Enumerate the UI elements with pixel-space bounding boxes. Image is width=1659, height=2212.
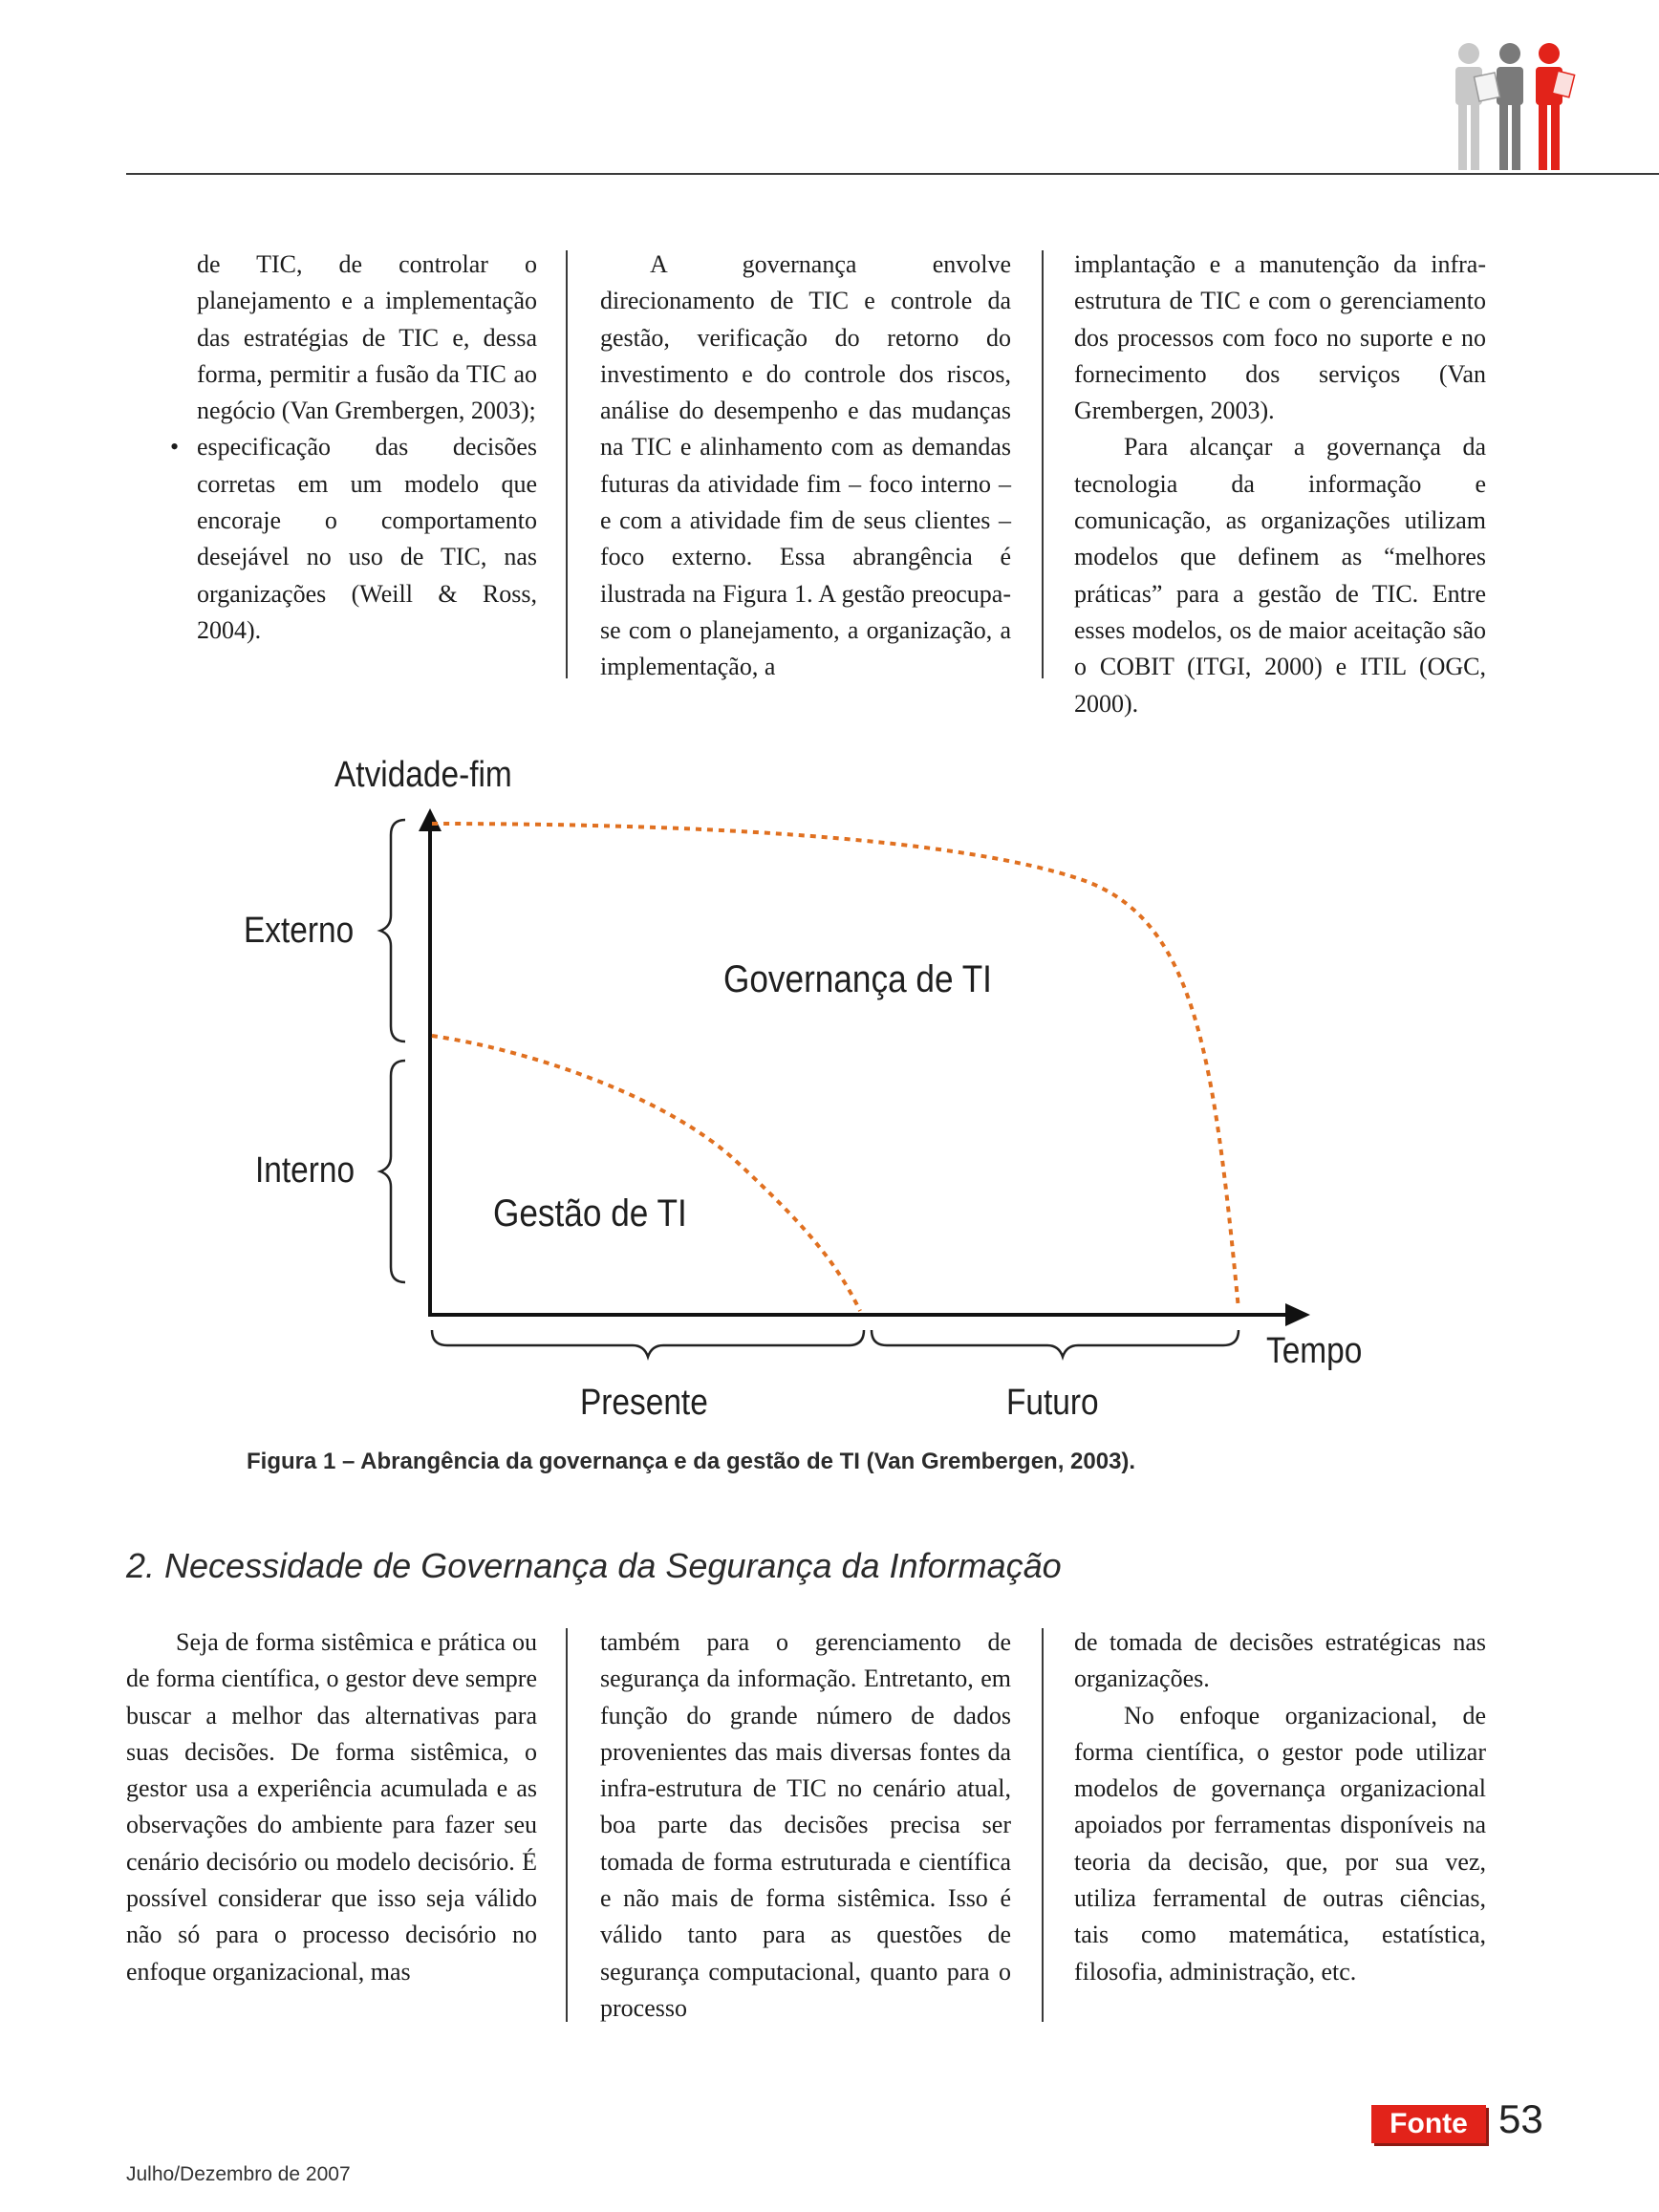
section-column-1 <box>126 1624 537 1990</box>
top-column-3 <box>1074 247 1486 722</box>
col1-text: de TIC, de controlar o planejamento e a implementação das estratégias de TIC e, dessa forma, permitir a fusão da TIC ao negócio (Van Grembergen, 2003); <box>197 250 537 425</box>
brace-externo <box>380 820 405 1042</box>
column-divider <box>1042 250 1044 678</box>
region-gestao: Gestão de TI <box>493 1191 687 1235</box>
person-grey-dark <box>1497 43 1523 170</box>
issue-date: Julho/Dezembro de 2007 <box>126 2163 351 2185</box>
x-group-futuro: Futuro <box>1006 1382 1099 1423</box>
section-title: 2. Necessidade de Governança da Segurança da Informação <box>126 1546 1062 1585</box>
y-group-interno: Interno <box>255 1149 356 1191</box>
three-people-logo-icon <box>1448 40 1582 174</box>
header-rule <box>126 173 1659 175</box>
person-red <box>1536 43 1562 170</box>
x-group-presente: Presente <box>580 1382 708 1423</box>
section-col1-text: Seja de forma sistêmica e prática ou de forma científica, o gestor deve sempre buscar a melhor das alternativas para suas decisões. De forma sistêmica, o gestor usa a experiência acumulada e as observações do ambiente para fazer seu cenário decisório ou modelo decisório. É possível considerar que isso seja válido não só para o processo decisório no enfoque organizacional, mas <box>126 1628 537 1986</box>
top-column-2 <box>600 247 1011 686</box>
curve-gestao <box>432 1036 860 1311</box>
x-axis-arrow-icon <box>1285 1303 1310 1326</box>
column-divider <box>1042 1628 1044 2022</box>
magazine-logo: Fonte <box>1371 2105 1486 2143</box>
col3-paragraph-1: implantação e a manutenção da infra-estrutura de TIC e com o gerenciamento dos processos com foco no suporte e no fornecimento dos serviços (Van Grembergen, 2003). <box>1074 250 1486 425</box>
col3-paragraph-2: Para alcançar a governança da tecnologia da informação e comunicação, as organizações utilizam modelos que definem as “melhores práticas” para a gestão de TIC. Entre esses modelos, os de maior aceitação são o COBIT (ITGI, 2000) e ITIL (OGC, 2000). <box>1074 433 1486 718</box>
column-divider <box>566 1628 568 2022</box>
column-divider <box>566 250 568 678</box>
brace-presente <box>432 1330 864 1357</box>
bullet-item: • especificação das decisões corretas em um modelo que encoraje o comportamento desejável no uso de TIC, nas organizações (Weill & Ross, 2004). <box>197 429 537 649</box>
y-axis-label: Atvidade-fim <box>334 754 512 795</box>
person-grey-light <box>1455 43 1482 170</box>
brace-interno <box>380 1061 405 1282</box>
region-governanca: Governança de TI <box>723 956 992 1000</box>
section-col3-paragraph-2: No enfoque organizacional, de forma científica, o gestor pode utilizar modelos de governança organizacional apoiados por ferramentas disponíveis na teoria da decisão, que, por sua vez, utiliza ferramental de outras ciências, tais como matemática, estatística, filosofia, administração, etc. <box>1074 1701 1486 1986</box>
x-axis-label: Tempo <box>1266 1330 1363 1371</box>
y-group-externo: Externo <box>244 910 355 951</box>
bullet-list <box>197 429 537 649</box>
y-axis-arrow-icon <box>419 808 442 831</box>
page-number: 53 <box>1498 2096 1543 2141</box>
col2-paragraph: A governança envolve direcionamento de TIC e controle da gestão, verificação do retorno do investimento e do controle dos riscos, análise do desempenho e das mudanças na TIC e alinhamento com as demandas futuras da atividade fim – foco interno – e com a atividade fim de seus clientes – foco externo. Essa abrangência é ilustrada na Figura 1. A gestão preocupa-se com o planejamento, a organização, a implementação, a <box>600 250 1011 681</box>
brace-futuro <box>872 1330 1239 1357</box>
section-column-2 <box>600 1624 1011 2027</box>
figure-caption: Figura 1 – Abrangência da governança e da gestão de TI (Van Grembergen, 2003). <box>247 1449 1136 1474</box>
section-column-3 <box>1074 1624 1486 1990</box>
top-column-1 <box>197 247 537 649</box>
section-col3-paragraph-1: de tomada de decisões estratégicas nas organizações. <box>1074 1628 1486 1693</box>
curve-governanca <box>432 824 1239 1309</box>
figure-governance-diagram <box>0 736 1659 1443</box>
section-col2-text: também para o gerenciamento de segurança da informação. Entretanto, em função do grande número de dados provenientes das mais diversas fontes da infra-estrutura de TIC no cenário atual, boa parte das decisões precisa ser tomada de forma estruturada e científica e não mais de forma sistêmica. Isso é válido tanto para as questões de segurança computacional, quanto para o processo <box>600 1628 1011 2022</box>
